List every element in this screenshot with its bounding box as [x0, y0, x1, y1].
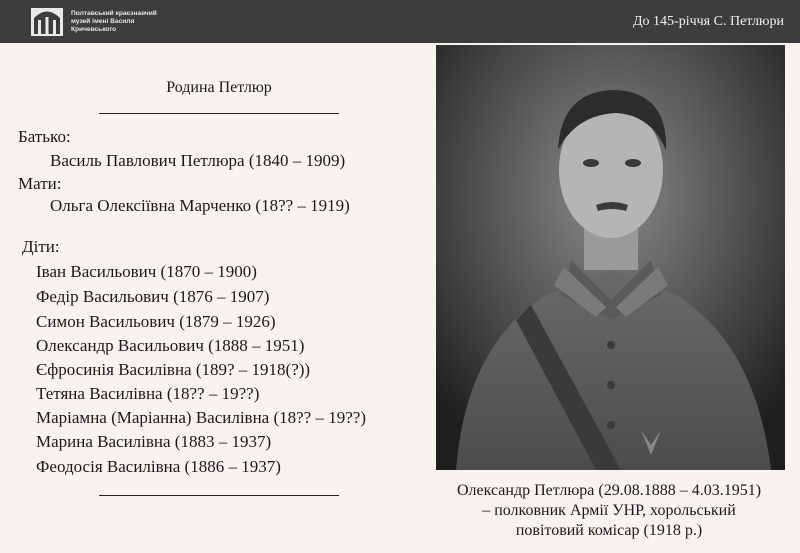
mother-label: Мати: [18, 174, 62, 193]
child-item: Єфросинія Василівна (189? – 1918(?)) [36, 360, 311, 379]
father-name: Василь Павлович Петлюра (1840 – 1909) [50, 151, 346, 170]
header-bar [0, 0, 800, 43]
museum-name-line: музей імені Василя [71, 18, 135, 25]
child-item: Іван Васильович (1870 – 1900) [36, 262, 257, 281]
caption-line: – полковник Армії УНР, хорольський [482, 502, 736, 519]
child-item: Симон Васильович (1879 – 1926) [36, 312, 276, 331]
child-item: Тетяна Василівна (18?? – 19??) [36, 384, 260, 403]
child-item: Федір Васильович (1876 – 1907) [36, 287, 270, 306]
anniversary-title: До 145-річчя С. Петлюри [633, 14, 784, 29]
museum-name [71, 10, 181, 34]
child-item: Олександр Васильович (1888 – 1951) [36, 336, 305, 355]
museum-name-line: Полтавський краєзнавчий [71, 10, 157, 17]
child-item: Марина Василівна (1883 – 1937) [36, 432, 272, 451]
museum-name-line: Кричевського [71, 26, 117, 33]
child-item: Маріамна (Маріанна) Василівна (18?? – 19??) [36, 408, 366, 427]
caption-line: Олександр Петлюра (29.08.1888 – 4.03.1951) [456, 482, 762, 499]
divider-bottom [99, 495, 339, 496]
mother-name: Ольга Олексіївна Марченко (18?? – 1919) [50, 196, 350, 215]
caption-line: повітовий комісар (1918 р.) [515, 522, 703, 539]
children-label: Діти: [22, 237, 60, 256]
child-item: Феодосія Василівна (1886 – 1937) [36, 457, 281, 476]
section-title: Родина Петлюр [166, 79, 272, 96]
museum-building-icon [30, 7, 64, 37]
photo-caption [420, 481, 798, 541]
divider-top [99, 113, 339, 114]
portrait-image [436, 45, 785, 470]
portrait-photo [436, 45, 785, 470]
father-label: Батько: [18, 127, 71, 146]
